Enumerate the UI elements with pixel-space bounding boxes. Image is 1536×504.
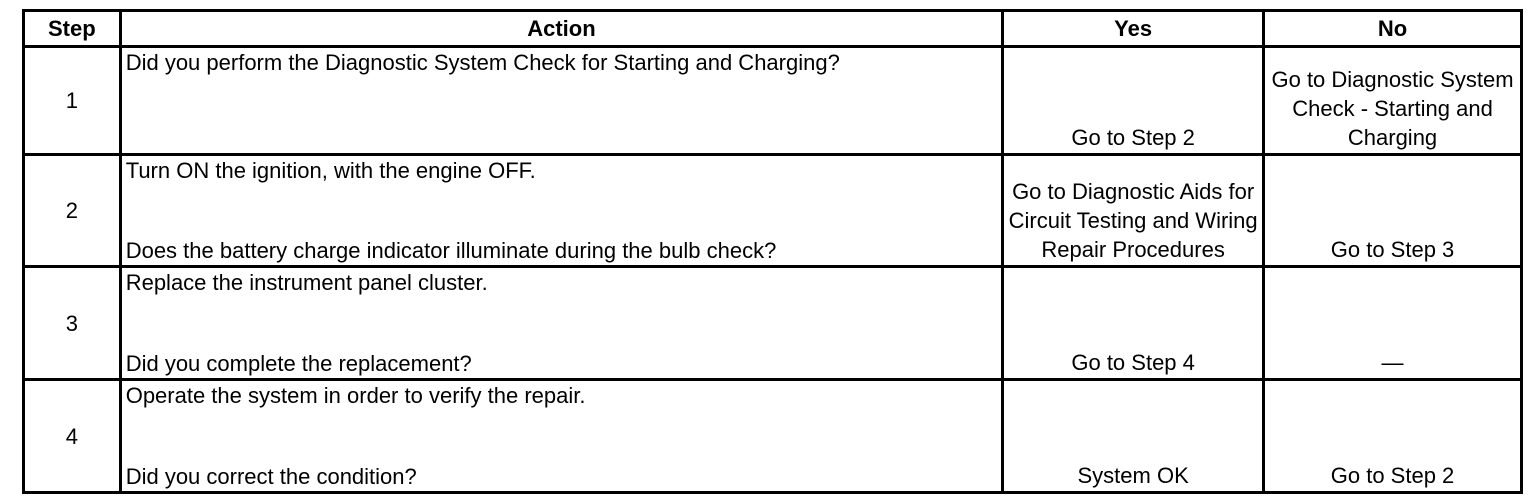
table-row	[24, 47, 1522, 155]
yes-outcome: System OK	[1003, 380, 1264, 493]
header-no: No	[1264, 11, 1522, 47]
step-number: 3	[24, 267, 121, 380]
header-action: Action	[120, 11, 1002, 47]
step-number: 2	[24, 154, 121, 267]
no-outcome: Go to Diagnostic System Check - Starting and Charging	[1264, 47, 1522, 155]
action-instruction: Did you perform the Diagnostic System Check for Starting and Charging?	[125, 50, 840, 75]
diagnostic-table	[22, 9, 1523, 494]
action-cell	[120, 380, 1002, 493]
step-number: 1	[24, 47, 121, 155]
yes-outcome: Go to Step 4	[1003, 267, 1264, 380]
action-instruction: Turn ON the ignition, with the engine OFF.	[125, 157, 536, 183]
header-yes: Yes	[1003, 11, 1264, 47]
action-question: Did you complete the replacement?	[125, 351, 472, 377]
no-outcome: —	[1264, 267, 1522, 380]
action-question: Does the battery charge indicator illuminate during the bulb check?	[125, 238, 777, 264]
action-cell	[120, 267, 1002, 380]
table-header-row	[24, 11, 1522, 47]
header-step: Step	[24, 11, 121, 47]
action-instruction: Operate the system in order to verify the repair.	[125, 383, 586, 409]
action-cell	[120, 154, 1002, 267]
action-instruction: Replace the instrument panel cluster.	[125, 270, 488, 296]
table-row	[24, 154, 1522, 267]
no-outcome: Go to Step 2	[1264, 380, 1522, 493]
table-row	[24, 380, 1522, 493]
table-row	[24, 267, 1522, 380]
yes-outcome: Go to Step 2	[1003, 47, 1264, 155]
no-outcome: Go to Step 3	[1264, 154, 1522, 267]
action-question: Did you correct the condition?	[125, 464, 417, 489]
action-cell	[120, 47, 1002, 155]
step-number: 4	[24, 380, 121, 493]
yes-outcome: Go to Diagnostic Aids for Circuit Testing and Wiring Repair Procedures	[1003, 154, 1264, 267]
